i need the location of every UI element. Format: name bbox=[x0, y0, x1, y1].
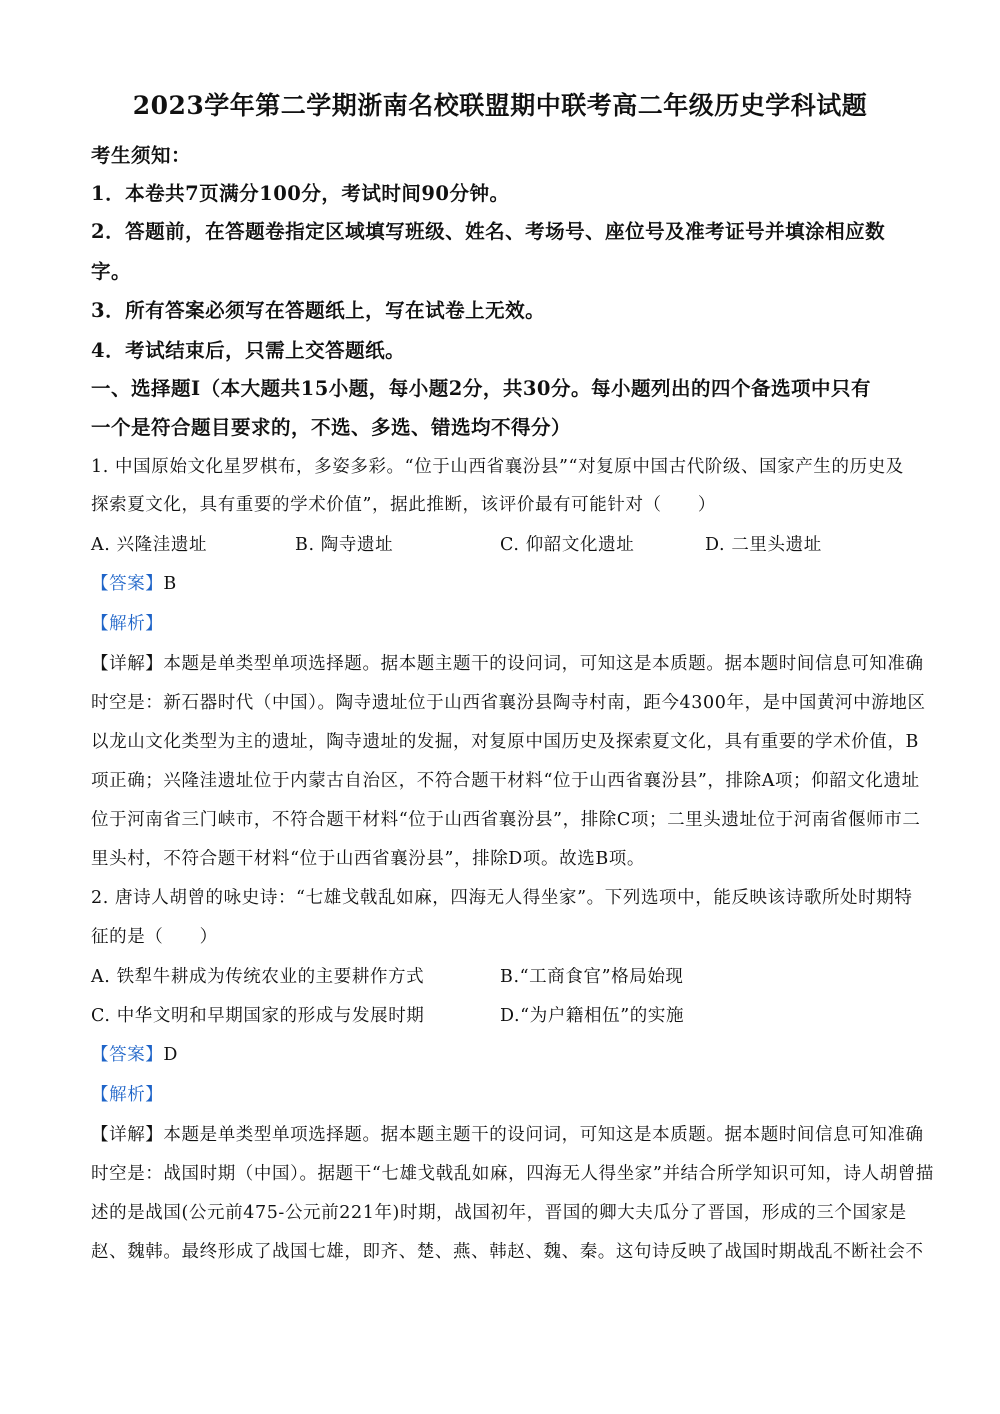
answer-value: D bbox=[163, 1045, 179, 1065]
analysis-tag: 【解析】 bbox=[91, 614, 164, 634]
notice-item: 1．本卷共7页满分100分，考试时间90分钟。 bbox=[91, 182, 510, 205]
detail-tag: 【详解】 bbox=[91, 1125, 164, 1145]
page-title: 2023学年第二学期浙南名校联盟期中联考高二年级历史学科试题 bbox=[132, 91, 868, 120]
option-b: B. 陶寺遗址 bbox=[295, 535, 394, 555]
detail-line: 赵、魏韩。最终形成了战国七雄，即齐、楚、燕、韩赵、魏、秦。这句诗反映了战国时期战乱不断社会不 bbox=[91, 1242, 924, 1262]
notice-heading: 考生须知： bbox=[91, 144, 192, 167]
section-heading: 一个是符合题目要求的，不选、多选、错选均不得分） bbox=[91, 416, 572, 439]
notice-item: 字。 bbox=[91, 260, 132, 283]
detail-line: 位于河南省三门峡市，不符合题干材料“位于山西省襄汾县”，排除C项；二里头遗址位于河南省偃师市二 bbox=[91, 810, 921, 830]
detail-line bbox=[91, 650, 924, 675]
question-stem: 2. 唐诗人胡曾的咏史诗：“七雄戈戟乱如麻，四海无人得坐家”。下列选项中，能反映该诗歌所处时期特 bbox=[91, 888, 913, 908]
answer-tag: 【答案】 bbox=[91, 1045, 164, 1065]
detail-text: 本题是单类型单项选择题。据本题主题干的设问词，可知这是本质题。据本题时间信息可知准确 bbox=[163, 1125, 924, 1145]
detail-line: 述的是战国(公元前475-公元前221年)时期，战国初年，晋国的卿大夫瓜分了晋国，形成的三个国家是 bbox=[91, 1203, 907, 1223]
detail-line: 以龙山文化类型为主的遗址，陶寺遗址的发掘，对复原中国历史及探索夏文化，具有重要的学术价值，B bbox=[91, 732, 919, 752]
answer-tag: 【答案】 bbox=[91, 574, 164, 594]
option-b: B.“工商食官”格局始现 bbox=[500, 967, 684, 987]
answer-value: B bbox=[163, 574, 177, 594]
detail-line: 项正确；兴隆洼遗址位于内蒙古自治区，不符合题干材料“位于山西省襄汾县”，排除A项；仰韶文化遗址 bbox=[91, 771, 920, 791]
detail-text: 本题是单类型单项选择题。据本题主题干的设问词，可知这是本质题。据本题时间信息可知准确 bbox=[163, 654, 924, 674]
option-a: A. 铁犁牛耕成为传统农业的主要耕作方式 bbox=[91, 967, 425, 987]
notice-item: 3．所有答案必须写在答题纸上，写在试卷上无效。 bbox=[91, 299, 546, 322]
analysis-tag: 【解析】 bbox=[91, 1085, 164, 1105]
question-stem: 征的是（ ） bbox=[91, 927, 218, 947]
section-heading: 一、选择题Ⅰ（本大题共15小题，每小题2分，共30分。每小题列出的四个备选项中只有 bbox=[91, 377, 871, 400]
detail-line bbox=[91, 1121, 924, 1146]
option-d: D.“为户籍相伍”的实施 bbox=[500, 1006, 685, 1026]
notice-item: 4．考试结束后，只需上交答题纸。 bbox=[91, 339, 406, 362]
answer-line bbox=[91, 570, 916, 595]
detail-line: 时空是：新石器时代（中国）。陶寺遗址位于山西省襄汾县陶寺村南，距今4300年，是中国黄河中游地区 bbox=[91, 693, 926, 713]
question-stem: 1. 中国原始文化星罗棋布，多姿多彩。“位于山西省襄汾县”“对复原中国古代阶级、国家产生的历史及 bbox=[91, 457, 904, 477]
option-c: C. 中华文明和早期国家的形成与发展时期 bbox=[91, 1006, 425, 1026]
option-c: C. 仰韶文化遗址 bbox=[500, 535, 635, 555]
detail-line: 时空是：战国时期（中国）。据题干“七雄戈戟乱如麻，四海无人得坐家”并结合所学知识可知，诗人胡曾描 bbox=[91, 1164, 934, 1184]
detail-line: 里头村，不符合题干材料“位于山西省襄汾县”，排除D项。故选B项。 bbox=[91, 849, 645, 869]
detail-tag: 【详解】 bbox=[91, 654, 164, 674]
notice-item: 2．答题前，在答题卷指定区域填写班级、姓名、考场号、座位号及准考证号并填涂相应数 bbox=[91, 220, 886, 243]
answer-line bbox=[91, 1041, 916, 1066]
option-a: A. 兴隆洼遗址 bbox=[91, 535, 208, 555]
question-stem: 探索夏文化，具有重要的学术价值”，据此推断，该评价最有可能针对（ ） bbox=[91, 495, 716, 515]
option-d: D. 二里头遗址 bbox=[705, 535, 822, 555]
